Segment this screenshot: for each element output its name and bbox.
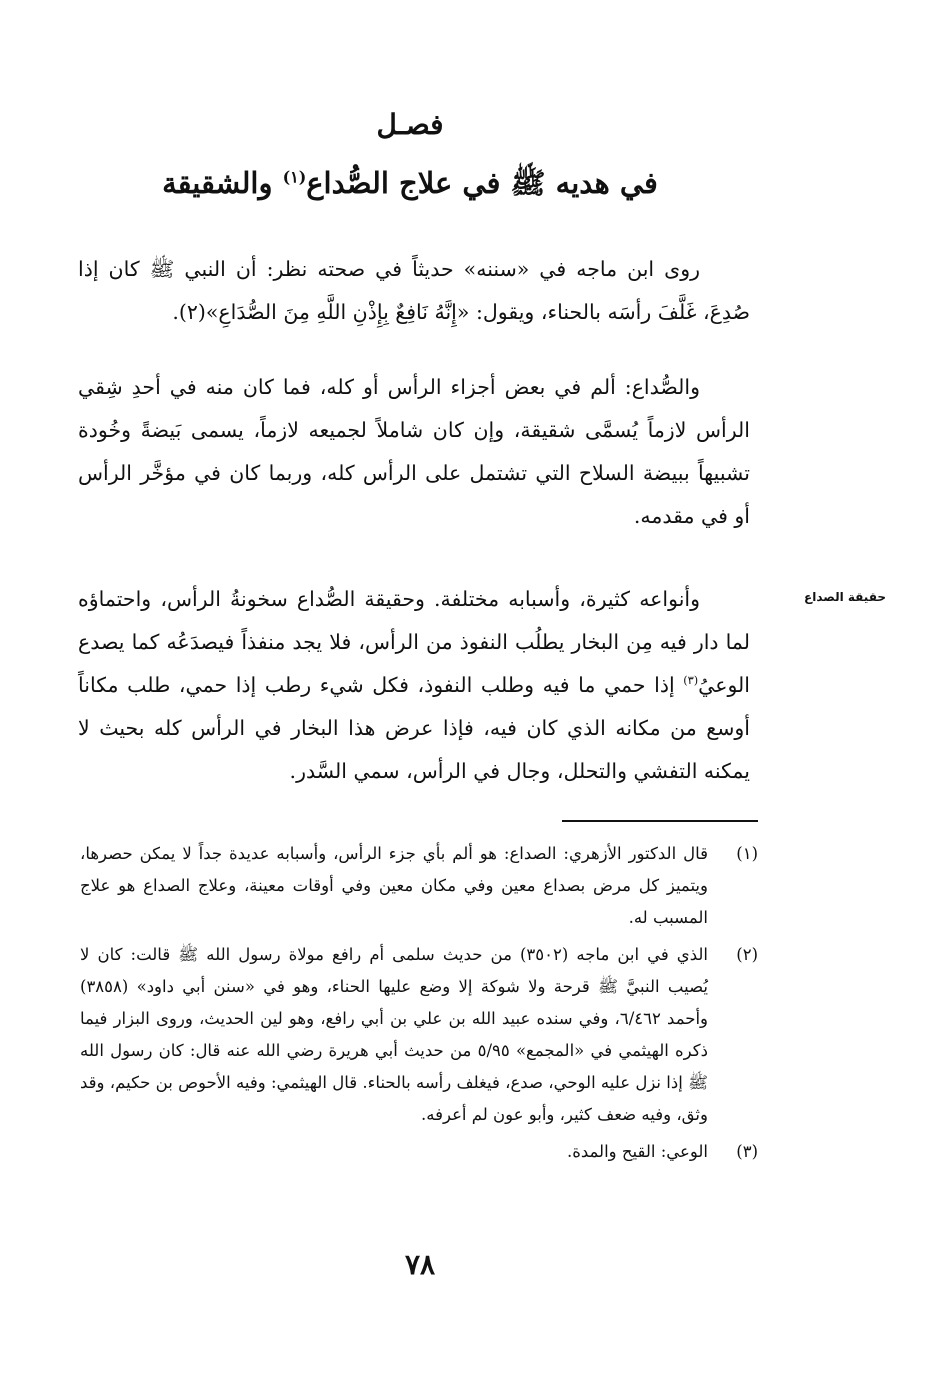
footnote-number: (٣) <box>736 1142 758 1161</box>
title-text-end: والشقيقة <box>162 166 283 200</box>
footnote-2 <box>80 939 758 1131</box>
footnote-divider <box>562 820 758 822</box>
paragraph-3 <box>78 578 750 793</box>
margin-note: حقيقة الصداع <box>804 590 886 604</box>
footnote-3 <box>80 1136 758 1168</box>
footnote-ref-3: (٣) <box>683 674 699 688</box>
paragraph-3-part-1: وأنواعه كثيرة، وأسبابه مختلفة. وحقيقة الصُّداع سخونةُ الرأس، واحتماؤه لما دار فيه مِن البخار يطلُب النفوذ من الرأس، فلا يجد منفذاً فيصدَعُه كما يصدع الوعيُ <box>78 587 750 697</box>
paragraph-1 <box>78 248 750 334</box>
title-footnote-ref: (١) <box>282 167 307 187</box>
footnote-number: (١) <box>736 844 758 863</box>
paragraph-text: روى ابن ماجه في «سننه» حديثاً في صحته نظر: أن النبي ﷺ كان إذا صُدِعَ، غَلَّفَ رأسَه بالحناء، ويقول: «إِنَّهُ نَافِعٌ بِإِذْنِ اللَّهِ مِنَ الصُّدَاعِ»(٢). <box>78 257 750 324</box>
paragraph-2 <box>78 366 750 538</box>
footnote-text: قال الدكتور الأزهري: الصداع: هو ألم بأي جزء الرأس، وأسبابه عديدة جداً لا يمكن حصرها، ويتميز كل مرض بصداع معين وفي مكان معين وفي أوقات معينة، وعلاج الصداع هو علاج المسبب له. <box>80 844 708 927</box>
footnote-text: الذي في ابن ماجه (٣٥٠٢) من حديث سلمى أم رافع مولاة رسول الله ﷺ قالت: كان لا يُصيب النبيَّ ﷺ قرحة ولا شوكة إلا وضع عليها الحناء، وهو في «سنن أبي داود» (٣٨٥٨) وأحمد ٦/٤٦٢، وفي سنده عبيد الله بن علي بن أبي رافع، وهو لين الحديث، وروى البزار فيما ذكره الهيثمي في «المجمع» ٥/٩٥ من حديث أبي هريرة رضي الله عنه قال: كان رسول الله ﷺ إذا نزل عليه الوحي، صدع، فيغلف رأسه بالحناء. قال الهيثمي: وفيه الأحوص بن حكيم، وقد وثق، وفيه ضعف كثير، وأبو عون لم أعرفه. <box>80 945 708 1124</box>
section-title <box>60 166 760 208</box>
paragraph-text: والصُّداع: ألم في بعض أجزاء الرأس أو كله، فما كان منه في أحدِ شِقي الرأس لازماً يُسمَّى شقيقة، وإن كان شاملاً لجميعه لازماً، يسمى بَيضةً وخُودة تشبيهاً ببيضة السلاح التي تشتمل على الرأس كله، وربما كان في مؤخَّر الرأس أو في مقدمه. <box>78 375 750 528</box>
title-text: في هديه ﷺ في علاج الصُّداع <box>306 166 658 200</box>
paragraph-text <box>78 578 750 793</box>
footnotes <box>80 838 758 1173</box>
page-number: ٧٨ <box>404 1248 436 1281</box>
footnote-text: الوعي: القيح والمدة. <box>566 1142 708 1161</box>
footnote-number: (٢) <box>736 945 758 964</box>
paragraph-3-part-2: إذا حمي ما فيه وطلب النفوذ، فكل شيء رطب إذا حمي، طلب مكاناً أوسع من مكانه الذي كان فيه، فإذا عرض هذا البخار في الرأس كله بحيث لا يمكنه التفشي والتحلل، وجال في الرأس، سمي السَّدر. <box>78 673 750 783</box>
chapter-label: فصـل <box>376 108 444 141</box>
footnote-1 <box>80 838 758 934</box>
